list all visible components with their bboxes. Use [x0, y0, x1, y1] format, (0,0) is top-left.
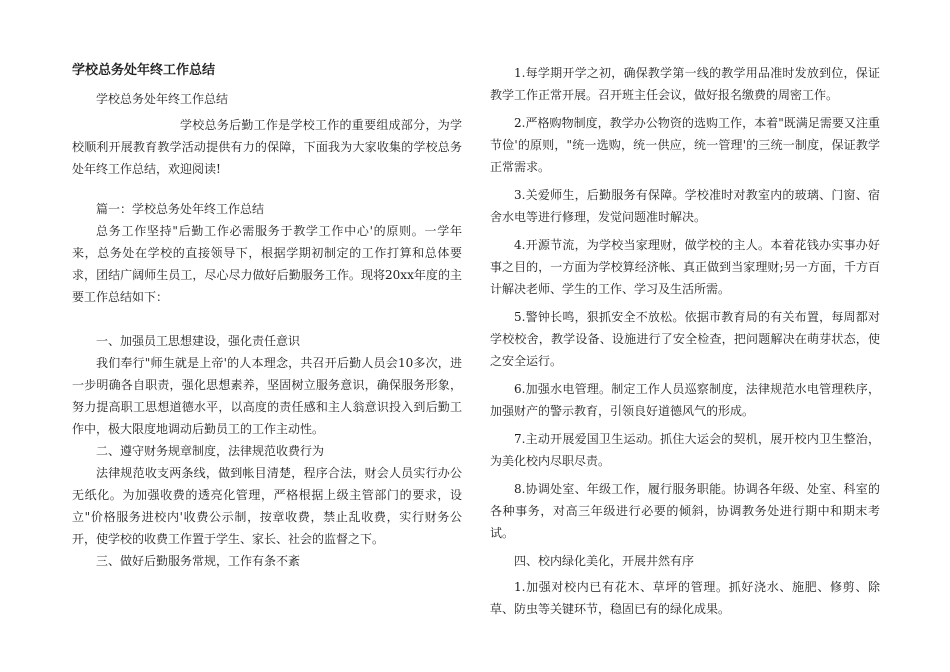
section-2-paragraph: 法律规范收支两条线，做到帐目清楚，程序合法，财会人员实行办公无纸化。为加强收费的透亮化管理，严格根据上级主管部门的要求，设立"价格服务进校内'收费公示制，按章收费，禁止乱收费，实行财务公开，使学校的收费工作置于学生、家长、社会的监督之下。 — [72, 466, 462, 546]
item-4-paragraph: 4.开源节流，为学校当家理财，做学校的主人。本着花钱办实事办好事之目的，一方面为学校算经济帐、真正做到当家理财;另一方面，千方百计解决老师、学生的工作、学习及生活所需。 — [490, 238, 880, 296]
item-3-paragraph: 3.关爱师生，后勤服务有保障。学校准时对教室内的玻璃、门窗、宿舍水电等进行修理，发觉问题准时解决。 — [490, 188, 880, 224]
greening-item-1-paragraph: 1.加强对校内已有花木、草坪的管理。抓好浇水、施肥、修剪、除草、防虫等关键环节，稳固已有的绿化成果。 — [490, 580, 880, 616]
item-1-paragraph: 1.每学期开学之初，确保教学第一线的教学用品准时发放到位，保证教学工作正常开展。召开班主任会议，做好报名缴费的周密工作。 — [490, 66, 880, 102]
section-1-paragraph: 我们奉行"师生就是上帝'的人本理念，共召开后勤人员会10多次，进一步明确各自职责，强化思想素养，坚固树立服务意识，确保服务形象，努力提高职工思想道德水平，以高度的责任感和主人翁意识投入到后勤工作中，极大限度地调动后勤员工的工作主动性。 — [72, 356, 462, 436]
item-5-paragraph: 5.警钟长鸣，狠抓安全不放松。依据市教育局的有关布置，每周都对学校校舍，教学设备、设施进行了安全检查，把问题解决在萌芽状态，使之安全运行。 — [490, 310, 880, 368]
document-title: 学校总务处年终工作总结 — [72, 63, 216, 78]
item-6-paragraph: 6.加强水电管理。制定工作人员巡察制度，法律规范水电管理秩序，加强财产的警示教育，引领良好道德风气的形成。 — [490, 382, 880, 418]
item-7-paragraph: 7.主动开展爱国卫生运动。抓住大运会的契机，展开校内卫生整治，为美化校内尽职尽责。 — [490, 432, 880, 468]
right-column — [490, 62, 880, 626]
item-8-paragraph: 8.协调处室、年级工作，履行服务职能。协调各年级、处室、科室的各种事务，对高三年级进行必要的倾斜，协调教务处进行期中和期末考试。 — [490, 482, 880, 540]
chapter-heading: 篇一：学校总务处年终工作总结 — [96, 202, 265, 216]
section-3-heading: 三、做好后勤服务常规，工作有条不紊 — [96, 554, 301, 568]
section-2-heading: 二、遵守财务规章制度，法律规范收费行为 — [96, 444, 325, 458]
item-2-paragraph: 2.严格购物制度，教学办公物资的选购工作，本着"既满足需要又注重节俭'的原则，"统一选购，统一供应，统一管理'的三统一制度，保证教学正常需求。 — [490, 116, 880, 174]
chapter-paragraph: 总务工作坚持"后勤工作必需服务于教学工作中心'的原则。一学年来，总务处在学校的直接领导下，根据学期初制定的工作打算和总体要求，团结广阔师生员工，尽心尽力做好后勤服务工作。现将20xx年度的主要工作总结如下： — [72, 224, 462, 304]
section-1-heading: 一、加强员工思想建设，强化责任意识 — [96, 334, 301, 348]
document-subtitle: 学校总务处年终工作总结 — [96, 92, 229, 106]
left-column — [72, 62, 462, 572]
intro-paragraph: 学校总务后勤工作是学校工作的重要组成部分，为学校顺利开展教育教学活动提供有力的保障，下面我为大家收集的学校总务处年终工作总结，欢迎阅读! — [72, 118, 462, 176]
section-4-heading: 四、校内绿化美化，开展井然有序 — [514, 554, 695, 568]
